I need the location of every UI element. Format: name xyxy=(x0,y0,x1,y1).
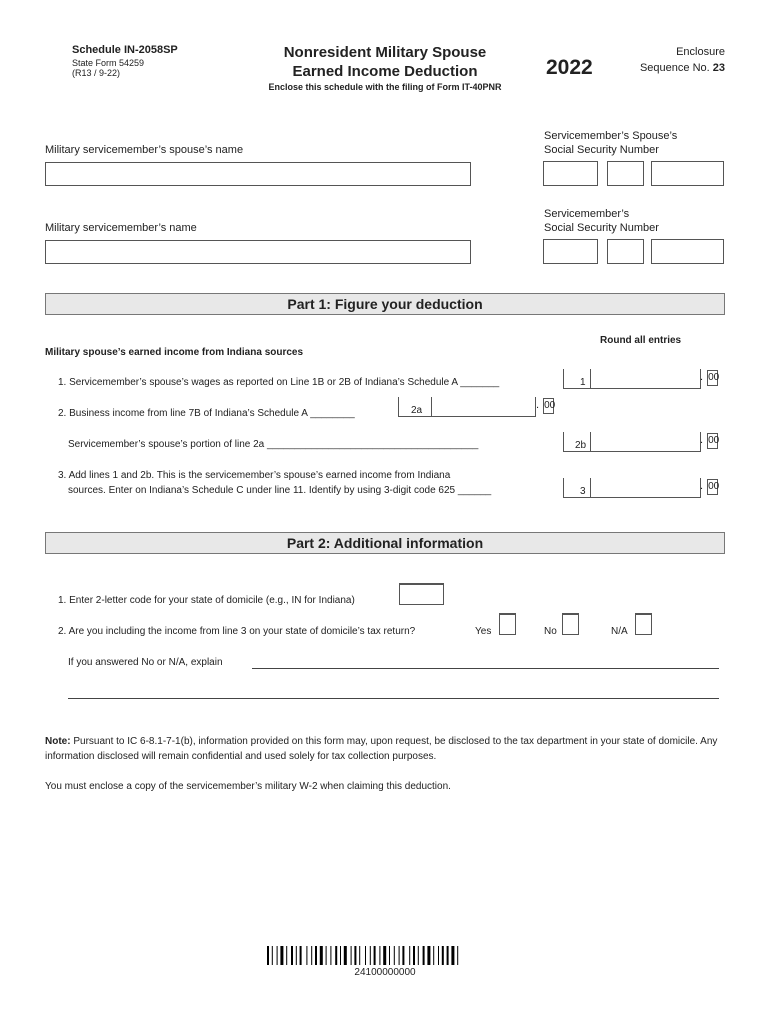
line2b-number: 2b xyxy=(575,440,587,451)
line2b-amount-field[interactable] xyxy=(563,432,701,452)
spouse-ssn-part3[interactable] xyxy=(651,161,724,186)
part2-header: Part 2: Additional information xyxy=(45,532,725,554)
part1-header: Part 1: Figure your deduction xyxy=(45,293,725,315)
line2b-cents[interactable]: . 00 xyxy=(700,433,718,453)
line2b-cents-value: 00 xyxy=(707,433,718,449)
line2a-number: 2a xyxy=(411,405,423,416)
sequence-label: Sequence No. xyxy=(639,62,710,74)
sequence-value: 23 xyxy=(712,62,725,74)
disclosure-note xyxy=(45,734,730,764)
barcode-number: 24100000000 xyxy=(354,967,416,978)
enclose-instruction: Enclose this schedule with the filing of Form IT-40PNR xyxy=(268,82,502,92)
spouse-name-field[interactable] xyxy=(45,162,471,186)
line1-amount-field[interactable] xyxy=(563,369,701,389)
line2a-cents[interactable]: . 00 xyxy=(536,398,554,418)
explain-label: If you answered No or N/A, explain xyxy=(68,657,223,668)
barcode-icon xyxy=(267,946,503,965)
sequence-number xyxy=(610,62,725,74)
state-form-number: State Form 54259 xyxy=(72,58,145,68)
line2a-amount-field[interactable] xyxy=(398,397,536,417)
note-label: Note: xyxy=(45,736,71,747)
domicile-state-input[interactable] xyxy=(399,583,444,605)
member-ssn-part3[interactable] xyxy=(651,239,724,264)
entry-divider xyxy=(590,432,591,451)
note-text: Pursuant to IC 6-8.1-7-1(b), information provided on this form may, upon request, be disclosed to the tax department in your state of domicile. Any information disclosed will remain confidential and used solely for tax collection purposes. xyxy=(45,736,718,762)
w2-instruction: You must enclose a copy of the servicemember’s military W-2 when claiming this deduction. xyxy=(45,781,451,792)
line3-label-2: sources. Enter on Indiana’s Schedule C under line 11. Identify by using 3-digit code 625 ______ xyxy=(68,485,492,496)
no-checkbox[interactable] xyxy=(562,613,579,635)
member-name-label: Military servicemember’s name xyxy=(45,222,197,234)
member-ssn-part2[interactable] xyxy=(607,239,644,264)
na-checkbox[interactable] xyxy=(635,613,652,635)
spouse-name-label: Military servicemember’s spouse’s name xyxy=(45,144,244,156)
spouse-ssn-label-2: Social Security Number xyxy=(544,144,659,156)
no-label: No xyxy=(544,626,557,637)
line2a-label: 2. Business income from line 7B of Indiana’s Schedule A ________ xyxy=(58,408,355,419)
line3-cents-value: 00 xyxy=(707,479,718,495)
entry-divider xyxy=(590,478,591,497)
line3-number: 3 xyxy=(580,486,586,497)
explain-line-2[interactable] xyxy=(68,697,719,699)
form-title-line1: Nonresident Military Spouse xyxy=(283,44,487,61)
yes-checkbox[interactable] xyxy=(499,613,516,635)
form-title-line2: Earned Income Deduction xyxy=(292,63,478,80)
yes-label: Yes xyxy=(475,626,492,637)
line1-number: 1 xyxy=(580,377,586,388)
spouse-ssn-label-1: Servicemember’s Spouse’s xyxy=(544,130,678,142)
enclosure-label: Enclosure xyxy=(676,46,725,58)
member-name-field[interactable] xyxy=(45,240,471,264)
tax-year: 2022 xyxy=(546,56,593,79)
explain-line-1[interactable] xyxy=(252,667,719,669)
round-entries-note: Round all entries xyxy=(600,335,682,346)
schedule-name: Schedule IN-2058SP xyxy=(72,44,178,56)
member-ssn-part1[interactable] xyxy=(543,239,598,264)
line1-cents[interactable]: . 00 xyxy=(700,370,718,390)
line3-amount-field[interactable] xyxy=(563,478,701,498)
q2-label: 2. Are you including the income from line 3 on your state of domicile’s tax return? xyxy=(58,626,416,637)
form-revision: (R13 / 9-22) xyxy=(72,68,121,78)
member-ssn-label-1: Servicemember’s xyxy=(544,208,630,220)
spouse-ssn-part1[interactable] xyxy=(543,161,598,186)
line1-cents-value: 00 xyxy=(707,370,718,386)
line1-label: 1. Servicemember’s spouse’s wages as reported on Line 1B or 2B of Indiana’s Schedule A _______ xyxy=(58,377,500,388)
spouse-ssn-part2[interactable] xyxy=(607,161,644,186)
part1-subheading: Military spouse’s earned income from Indiana sources xyxy=(45,347,304,358)
line3-label-1: 3. Add lines 1 and 2b. This is the servicemember’s spouse’s earned income from Indiana xyxy=(58,470,451,481)
q1-label: 1. Enter 2-letter code for your state of domicile (e.g., IN for Indiana) xyxy=(58,595,355,606)
entry-divider xyxy=(590,369,591,388)
line2a-cents-value: 00 xyxy=(543,398,554,414)
line3-cents[interactable]: . 00 xyxy=(700,479,718,499)
na-label: N/A xyxy=(611,626,628,637)
entry-divider xyxy=(431,397,432,416)
member-ssn-label-2: Social Security Number xyxy=(544,222,659,234)
line2b-label: Servicemember’s spouse’s portion of line 2a ______________________________________ xyxy=(68,439,479,450)
